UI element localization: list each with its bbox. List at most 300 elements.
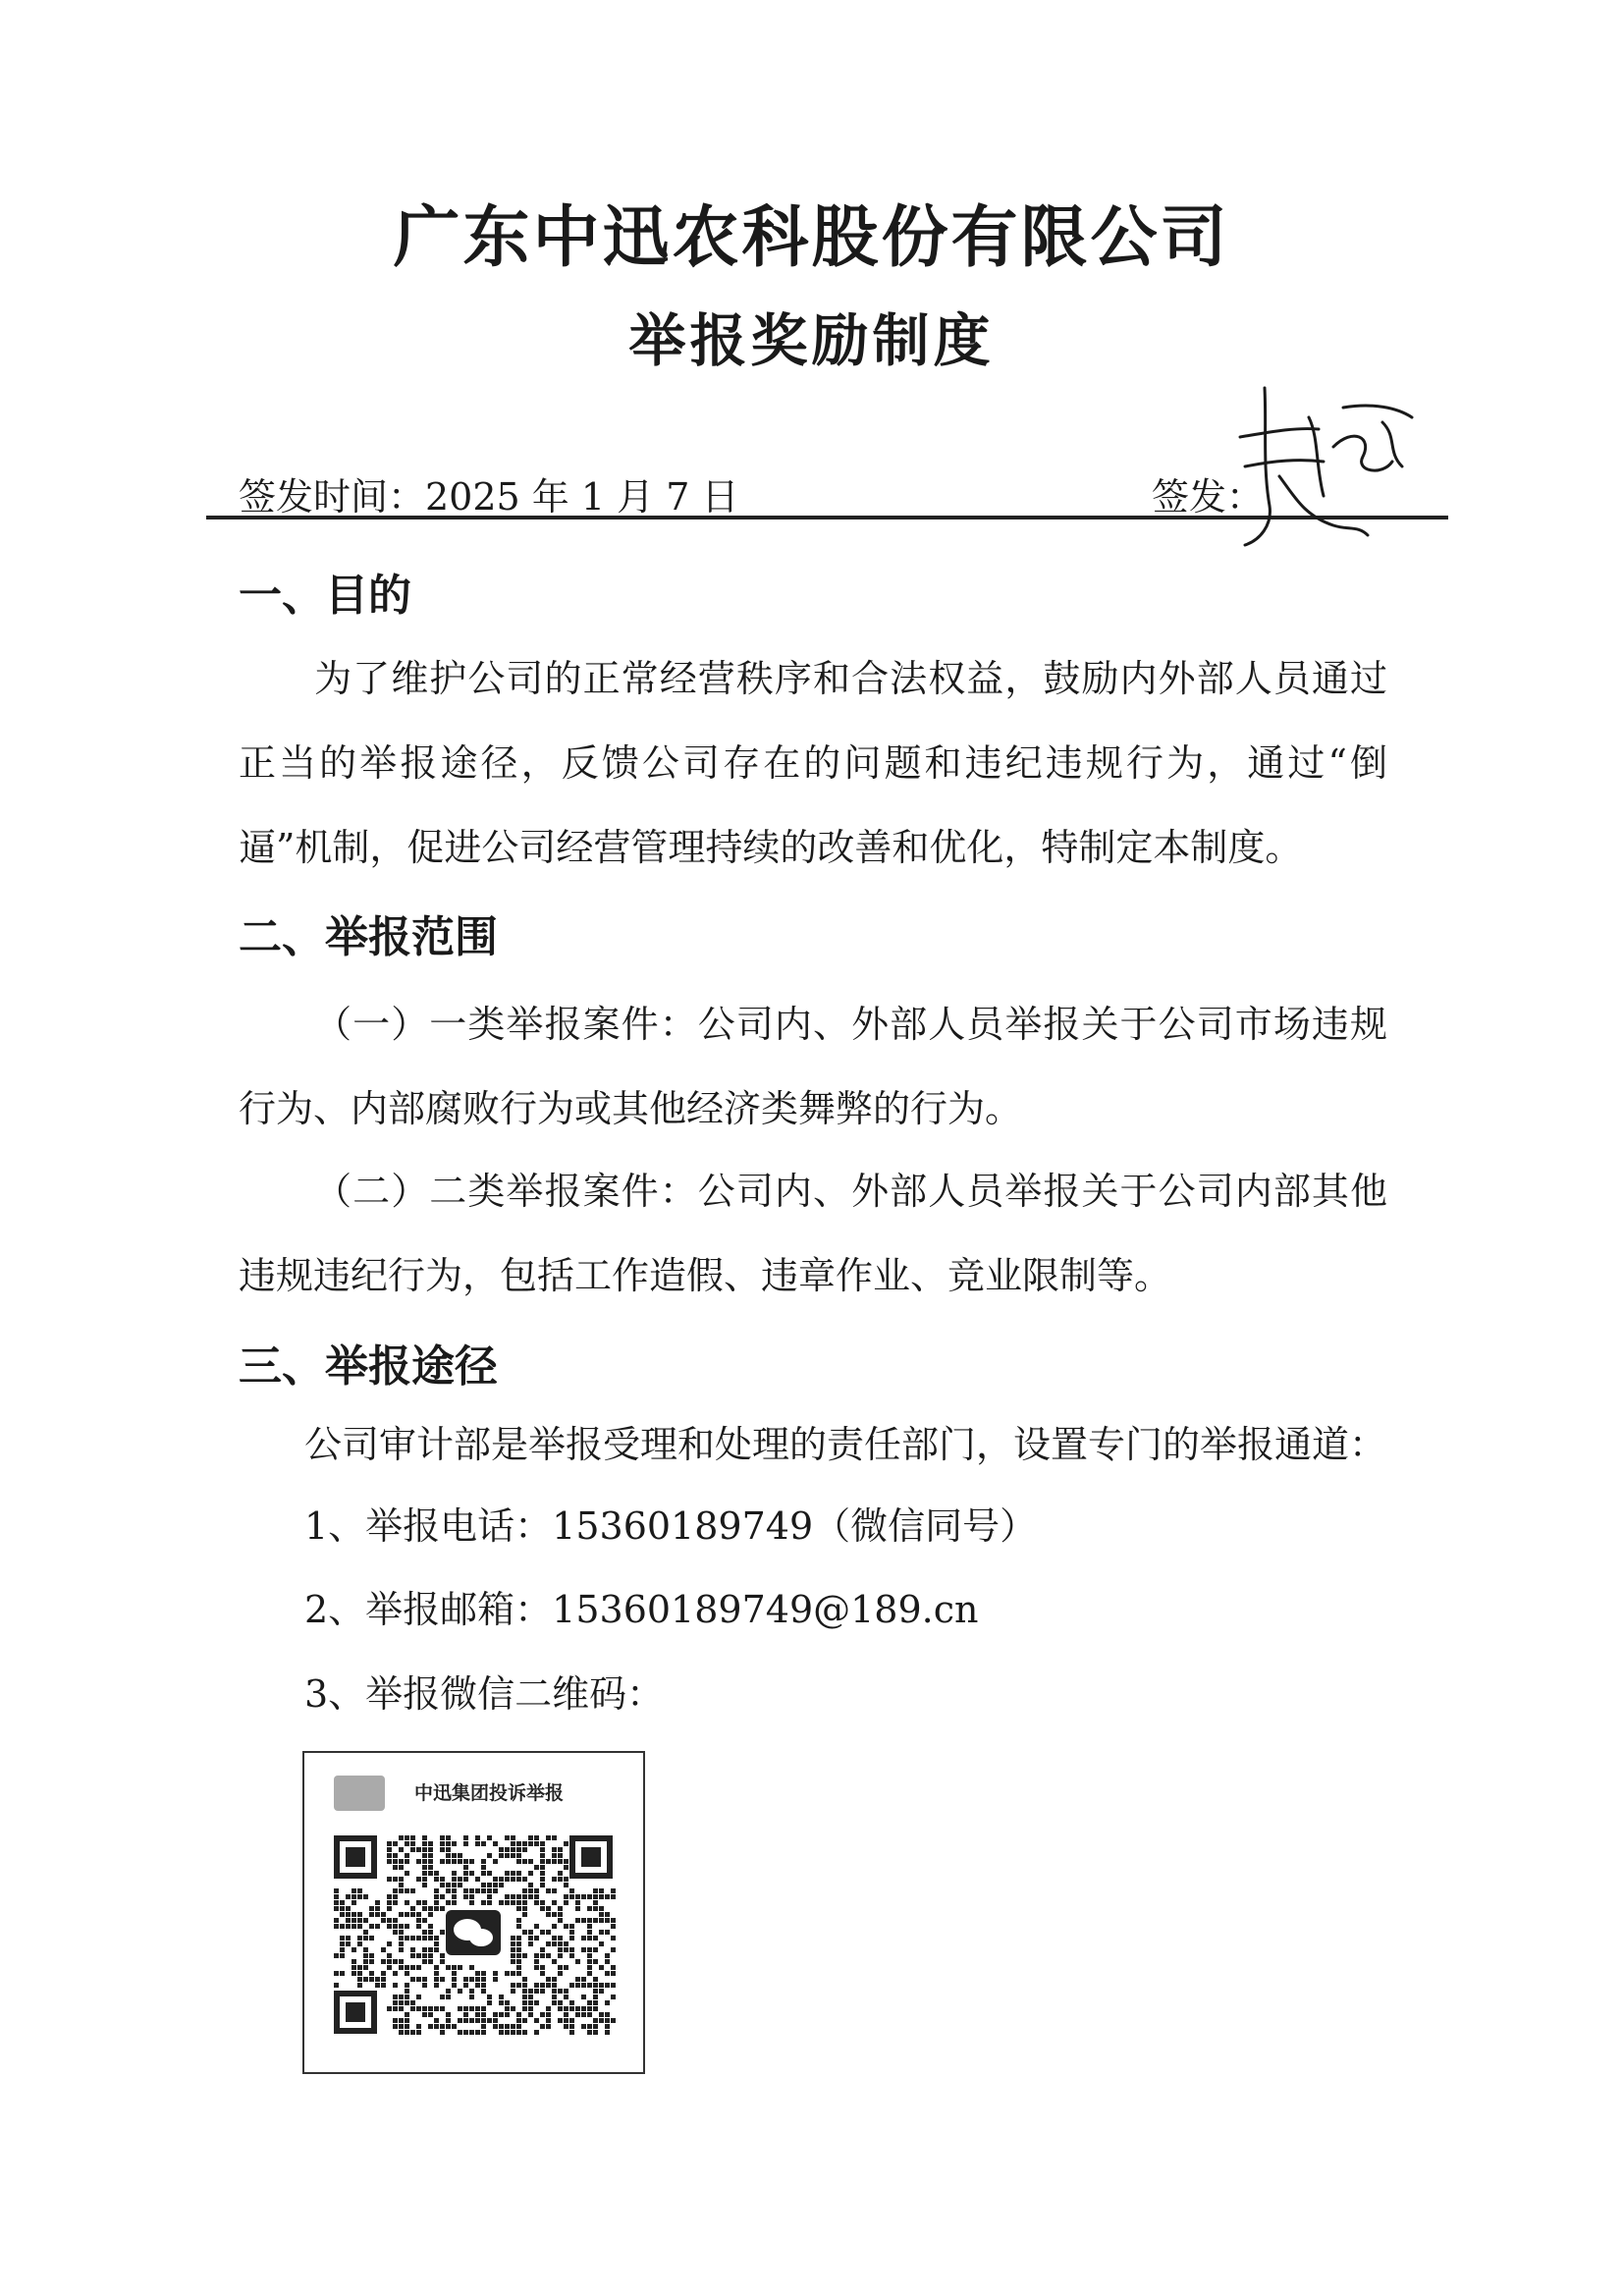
qr-module bbox=[522, 1900, 527, 1905]
qr-module bbox=[458, 2018, 462, 2023]
qr-module bbox=[605, 1930, 610, 1935]
qr-module bbox=[393, 1918, 398, 1923]
qr-module bbox=[469, 1965, 474, 1970]
qr-module bbox=[493, 1971, 498, 1976]
qr-module bbox=[564, 1883, 568, 1887]
qr-module bbox=[516, 1959, 521, 1964]
qr-module bbox=[552, 1847, 557, 1852]
qr-module bbox=[422, 1847, 427, 1852]
qr-module bbox=[575, 1900, 580, 1905]
qr-module bbox=[587, 1947, 592, 1952]
qr-module bbox=[575, 2006, 580, 2011]
qr-module bbox=[534, 2000, 539, 2005]
qr-module bbox=[357, 1936, 362, 1941]
qr-module bbox=[416, 1859, 421, 1864]
qr-module bbox=[357, 1888, 362, 1893]
qr-module bbox=[511, 1959, 515, 1964]
qr-module bbox=[481, 2006, 486, 2011]
qr-module bbox=[428, 1959, 433, 1964]
qr-module bbox=[516, 1953, 521, 1958]
qr-module bbox=[481, 1871, 486, 1876]
qr-module bbox=[534, 1841, 539, 1846]
qr-module bbox=[363, 1953, 368, 1958]
qr-module bbox=[463, 2006, 468, 2011]
qr-module bbox=[528, 1888, 533, 1893]
qr-module bbox=[357, 1918, 362, 1923]
qr-module bbox=[405, 2012, 409, 2017]
qr-module bbox=[487, 1853, 492, 1858]
qr-module bbox=[475, 1971, 480, 1976]
paragraph-text: 为了维护公司的正常经营秩序和合法权益，鼓励内外部人员通过正当的举报途径，反馈公司存在的问题和违纪违规行为，通过“倒逼”机制，促进公司经营管理持续的改善和优化，特制定本制度。 bbox=[239, 657, 1387, 869]
qr-module bbox=[463, 1859, 468, 1864]
paragraph-scope-1 bbox=[239, 982, 1387, 1151]
qr-module bbox=[428, 1906, 433, 1911]
wechat-qr-card bbox=[302, 1751, 645, 2074]
qr-module bbox=[469, 1900, 474, 1905]
qr-module bbox=[534, 1959, 539, 1964]
qr-module bbox=[452, 1965, 457, 1970]
qr-module bbox=[593, 2024, 598, 2029]
qr-module bbox=[540, 1983, 545, 1988]
qr-module bbox=[481, 1841, 486, 1846]
qr-module bbox=[516, 1941, 521, 1946]
qr-module bbox=[369, 1936, 374, 1941]
qr-module bbox=[522, 2018, 527, 2023]
qr-module bbox=[593, 2030, 598, 2035]
qr-module bbox=[463, 1888, 468, 1893]
qr-module bbox=[605, 2024, 610, 2029]
qr-module bbox=[458, 1877, 462, 1882]
qr-module bbox=[540, 1871, 545, 1876]
qr-module bbox=[393, 1865, 398, 1870]
qr-module bbox=[540, 1877, 545, 1882]
qr-module bbox=[481, 2030, 486, 2035]
paragraph-purpose bbox=[239, 636, 1387, 890]
qr-module bbox=[505, 1853, 510, 1858]
qr-module bbox=[493, 1859, 498, 1864]
qr-module bbox=[599, 1906, 604, 1911]
qr-module bbox=[605, 1959, 610, 1964]
qr-module bbox=[405, 1936, 409, 1941]
qr-module bbox=[611, 1924, 616, 1929]
qr-module bbox=[399, 1835, 404, 1840]
qr-module bbox=[446, 1847, 451, 1852]
qr-module bbox=[399, 1912, 404, 1917]
qr-module bbox=[422, 1871, 427, 1876]
qr-module bbox=[587, 1971, 592, 1976]
qr-module bbox=[387, 1900, 392, 1905]
qr-module bbox=[546, 1912, 551, 1917]
qr-module bbox=[416, 1847, 421, 1852]
qr-module bbox=[422, 1983, 427, 1988]
qr-module bbox=[399, 1936, 404, 1941]
qr-module bbox=[428, 1912, 433, 1917]
qr-module bbox=[428, 1924, 433, 1929]
qr-module bbox=[416, 1936, 421, 1941]
qr-module bbox=[546, 2006, 551, 2011]
qr-module bbox=[481, 2012, 486, 2017]
qr-module bbox=[564, 1859, 568, 1864]
qr-module bbox=[446, 1883, 451, 1887]
channel-email: 2、举报邮箱：15360189749@189.cn bbox=[304, 1588, 979, 1631]
qr-module bbox=[416, 1953, 421, 1958]
qr-module bbox=[393, 1877, 398, 1882]
qr-module bbox=[363, 1894, 368, 1899]
qr-module bbox=[387, 1906, 392, 1911]
qr-module bbox=[587, 2024, 592, 2029]
qr-module bbox=[581, 2012, 586, 2017]
qr-module bbox=[569, 1983, 574, 1988]
qr-module bbox=[499, 1877, 504, 1882]
qr-module bbox=[499, 1900, 504, 1905]
qr-module bbox=[410, 1977, 415, 1982]
qr-module bbox=[493, 2018, 498, 2023]
qr-module bbox=[540, 1965, 545, 1970]
qr-module bbox=[505, 1894, 510, 1899]
qr-module bbox=[593, 1959, 598, 1964]
qr-module bbox=[564, 1894, 568, 1899]
qr-module bbox=[540, 1989, 545, 1994]
qr-module bbox=[428, 1853, 433, 1858]
qr-module bbox=[516, 1853, 521, 1858]
qr-module bbox=[434, 1877, 439, 1882]
qr-module bbox=[405, 1989, 409, 1994]
qr-module bbox=[528, 2000, 533, 2005]
qr-module bbox=[416, 2030, 421, 2035]
qr-module bbox=[475, 1888, 480, 1893]
qr-module bbox=[522, 2030, 527, 2035]
qr-module bbox=[611, 1947, 616, 1952]
qr-module bbox=[552, 1888, 557, 1893]
company-title: 广东中迅农科股份有限公司 bbox=[393, 199, 1230, 277]
qr-module bbox=[522, 1912, 527, 1917]
qr-module bbox=[558, 1906, 563, 1911]
qr-module bbox=[569, 2024, 574, 2029]
channels-intro: 公司审计部是举报受理和处理的责任部门，设置专门的举报通道： bbox=[304, 1423, 1387, 1466]
qr-module bbox=[387, 1841, 392, 1846]
qr-module bbox=[399, 1847, 404, 1852]
qr-module bbox=[522, 1989, 527, 1994]
qr-module bbox=[522, 1841, 527, 1846]
qr-module bbox=[357, 1977, 362, 1982]
qr-module bbox=[381, 1912, 386, 1917]
qr-module bbox=[481, 1888, 486, 1893]
qr-module bbox=[416, 1918, 421, 1923]
qr-module bbox=[481, 1859, 486, 1864]
qr-module bbox=[416, 1912, 421, 1917]
qr-module bbox=[428, 1847, 433, 1852]
qr-module bbox=[416, 1995, 421, 1999]
qr-module bbox=[405, 1924, 409, 1929]
qr-module bbox=[528, 1995, 533, 1999]
qr-module bbox=[463, 2012, 468, 2017]
qr-module bbox=[546, 1953, 551, 1958]
qr-module bbox=[410, 1888, 415, 1893]
qr-module bbox=[422, 2006, 427, 2011]
qr-module bbox=[487, 1883, 492, 1887]
qr-module bbox=[605, 1894, 610, 1899]
qr-module bbox=[405, 1971, 409, 1976]
qr-module bbox=[540, 2012, 545, 2017]
qr-module bbox=[511, 1847, 515, 1852]
qr-module bbox=[534, 1865, 539, 1870]
qr-module bbox=[463, 1894, 468, 1899]
qr-module bbox=[552, 1941, 557, 1946]
qr-module bbox=[369, 1977, 374, 1982]
qr-module bbox=[346, 1936, 351, 1941]
qr-module bbox=[564, 1900, 568, 1905]
qr-module bbox=[511, 1841, 515, 1846]
qr-module bbox=[516, 2018, 521, 2023]
qr-module bbox=[552, 1900, 557, 1905]
qr-module bbox=[505, 2030, 510, 2035]
qr-module bbox=[558, 2006, 563, 2011]
qr-module bbox=[511, 1983, 515, 1988]
qr-module bbox=[511, 1871, 515, 1876]
qr-module bbox=[428, 1936, 433, 1941]
qr-module bbox=[363, 1936, 368, 1941]
qr-module bbox=[416, 1965, 421, 1970]
qr-module bbox=[546, 1906, 551, 1911]
qr-module bbox=[381, 1918, 386, 1923]
qr-module bbox=[534, 1983, 539, 1988]
qr-module bbox=[511, 2024, 515, 2029]
qr-module bbox=[375, 1983, 380, 1988]
qr-module bbox=[369, 1953, 374, 1958]
qr-module bbox=[587, 1965, 592, 1970]
qr-module bbox=[493, 1977, 498, 1982]
qr-module bbox=[334, 1918, 339, 1923]
qr-module bbox=[387, 2006, 392, 2011]
qr-module bbox=[346, 1924, 351, 1929]
qr-module bbox=[522, 1906, 527, 1911]
qr-module bbox=[375, 1924, 380, 1929]
qr-module bbox=[611, 1971, 616, 1976]
qr-module bbox=[505, 2006, 510, 2011]
qr-module bbox=[434, 1971, 439, 1976]
qr-module bbox=[352, 1918, 356, 1923]
qr-module bbox=[422, 2012, 427, 2017]
qr-module bbox=[387, 1953, 392, 1958]
qr-module bbox=[558, 1859, 563, 1864]
qr-module bbox=[410, 1953, 415, 1958]
qr-module bbox=[516, 1847, 521, 1852]
qr-module bbox=[587, 1953, 592, 1958]
qr-module bbox=[469, 2006, 474, 2011]
paragraph-scope-2 bbox=[239, 1149, 1387, 1318]
qr-module bbox=[564, 2024, 568, 2029]
qr-module bbox=[416, 1977, 421, 1982]
qr-module bbox=[387, 1924, 392, 1929]
qr-module bbox=[422, 1865, 427, 1870]
qr-module bbox=[428, 1953, 433, 1958]
qr-module bbox=[410, 2006, 415, 2011]
qr-module bbox=[522, 1953, 527, 1958]
qr-module bbox=[422, 1959, 427, 1964]
qr-module bbox=[434, 1965, 439, 1970]
qr-module bbox=[522, 2000, 527, 2005]
qr-module bbox=[434, 1936, 439, 1941]
qr-module bbox=[440, 2030, 445, 2035]
qr-module bbox=[593, 1900, 598, 1905]
qr-module bbox=[334, 1953, 339, 1958]
qr-module bbox=[516, 1900, 521, 1905]
qr-module bbox=[540, 1865, 545, 1870]
qr-module bbox=[375, 1906, 380, 1911]
qr-module bbox=[363, 1959, 368, 1964]
qr-module bbox=[428, 1859, 433, 1864]
qr-module bbox=[340, 1947, 345, 1952]
qr-module bbox=[599, 1930, 604, 1935]
qr-module bbox=[458, 1853, 462, 1858]
qr-module bbox=[564, 1865, 568, 1870]
qr-module bbox=[422, 1977, 427, 1982]
qr-module bbox=[393, 2018, 398, 2023]
qr-module bbox=[611, 1888, 616, 1893]
qr-module bbox=[522, 1995, 527, 1999]
qr-module bbox=[399, 2006, 404, 2011]
qr-module bbox=[593, 1906, 598, 1911]
qr-module bbox=[540, 1971, 545, 1976]
qr-module bbox=[505, 2000, 510, 2005]
qr-module bbox=[593, 1995, 598, 1999]
qr-module bbox=[369, 1912, 374, 1917]
qr-module bbox=[534, 1989, 539, 1994]
qr-module bbox=[599, 1894, 604, 1899]
qr-module bbox=[522, 1930, 527, 1935]
qr-module bbox=[558, 1989, 563, 1994]
qr-module bbox=[511, 1936, 515, 1941]
qr-module bbox=[552, 1912, 557, 1917]
qr-module bbox=[399, 1924, 404, 1929]
qr-module bbox=[410, 2030, 415, 2035]
qr-module bbox=[399, 1859, 404, 1864]
qr-module bbox=[363, 1965, 368, 1970]
qr-module bbox=[340, 1936, 345, 1941]
qr-module bbox=[581, 1918, 586, 1923]
qr-module bbox=[463, 1877, 468, 1882]
qr-module bbox=[505, 2012, 510, 2017]
qr-module bbox=[452, 1983, 457, 1988]
qr-module bbox=[469, 1995, 474, 1999]
qr-module bbox=[363, 1977, 368, 1982]
qr-module bbox=[393, 2000, 398, 2005]
qr-module bbox=[552, 1936, 557, 1941]
qr-module bbox=[558, 1936, 563, 1941]
qr-module bbox=[505, 1871, 510, 1876]
qr-module bbox=[599, 1989, 604, 1994]
qr-module bbox=[410, 1912, 415, 1917]
qr-module bbox=[546, 1930, 551, 1935]
qr-module bbox=[446, 1995, 451, 1999]
qr-module bbox=[393, 2006, 398, 2011]
qr-module bbox=[375, 1900, 380, 1905]
qr-module bbox=[369, 1971, 374, 1976]
qr-module bbox=[393, 1983, 398, 1988]
qr-module bbox=[493, 2012, 498, 2017]
qr-module bbox=[381, 1947, 386, 1952]
qr-module bbox=[434, 2024, 439, 2029]
qr-module bbox=[534, 1953, 539, 1958]
qr-module bbox=[428, 1930, 433, 1935]
qr-module bbox=[511, 2030, 515, 2035]
qr-module bbox=[528, 1883, 533, 1887]
qr-module bbox=[581, 1947, 586, 1952]
qr-module bbox=[528, 1936, 533, 1941]
qr-module bbox=[552, 1995, 557, 1999]
qr-module bbox=[516, 2012, 521, 2017]
wechat-icon bbox=[446, 1910, 501, 1955]
qr-module bbox=[469, 1977, 474, 1982]
qr-module bbox=[611, 1995, 616, 1999]
qr-module bbox=[575, 1983, 580, 1988]
qr-module bbox=[540, 2024, 545, 2029]
qr-module bbox=[475, 2006, 480, 2011]
qr-module bbox=[581, 1936, 586, 1941]
qr-module bbox=[516, 1906, 521, 1911]
qr-module bbox=[446, 1900, 451, 1905]
qr-module bbox=[581, 1995, 586, 1999]
qr-module bbox=[340, 1953, 345, 1958]
qr-module bbox=[575, 1959, 580, 1964]
qr-module bbox=[569, 1924, 574, 1929]
qr-module bbox=[546, 1977, 551, 1982]
qr-module bbox=[605, 2012, 610, 2017]
qr-module bbox=[593, 1936, 598, 1941]
qr-module bbox=[452, 1883, 457, 1887]
qr-module bbox=[481, 1983, 486, 1988]
qr-module bbox=[416, 1877, 421, 1882]
qr-module bbox=[505, 1877, 510, 1882]
qr-module bbox=[393, 1853, 398, 1858]
qr-module bbox=[564, 1941, 568, 1946]
qr-module bbox=[446, 2012, 451, 2017]
qr-module bbox=[558, 1853, 563, 1858]
qr-module bbox=[405, 1853, 409, 1858]
qr-module bbox=[605, 2018, 610, 2023]
qr-module bbox=[540, 1906, 545, 1911]
qr-module bbox=[552, 1959, 557, 1964]
qr-module bbox=[399, 2024, 404, 2029]
qr-module bbox=[475, 1877, 480, 1882]
qr-module bbox=[575, 1894, 580, 1899]
qr-module bbox=[540, 1847, 545, 1852]
qr-module bbox=[605, 1971, 610, 1976]
qr-module bbox=[516, 1947, 521, 1952]
qr-module bbox=[487, 1871, 492, 1876]
qr-module bbox=[458, 1965, 462, 1970]
qr-module bbox=[493, 1841, 498, 1846]
qr-module bbox=[487, 1995, 492, 1999]
qr-module bbox=[422, 1883, 427, 1887]
qr-module bbox=[528, 1894, 533, 1899]
qr-module bbox=[399, 1959, 404, 1964]
qr-module bbox=[552, 2000, 557, 2005]
qr-module bbox=[352, 1947, 356, 1952]
qr-module bbox=[587, 1894, 592, 1899]
qr-module bbox=[475, 1977, 480, 1982]
qr-module bbox=[422, 1906, 427, 1911]
qr-module bbox=[334, 1906, 339, 1911]
qr-module bbox=[387, 1965, 392, 1970]
qr-module bbox=[558, 1912, 563, 1917]
qr-module bbox=[534, 2030, 539, 2035]
qr-module bbox=[405, 2030, 409, 2035]
qr-module bbox=[469, 1894, 474, 1899]
qr-module bbox=[458, 1859, 462, 1864]
qr-module bbox=[522, 1859, 527, 1864]
qr-module bbox=[522, 2006, 527, 2011]
